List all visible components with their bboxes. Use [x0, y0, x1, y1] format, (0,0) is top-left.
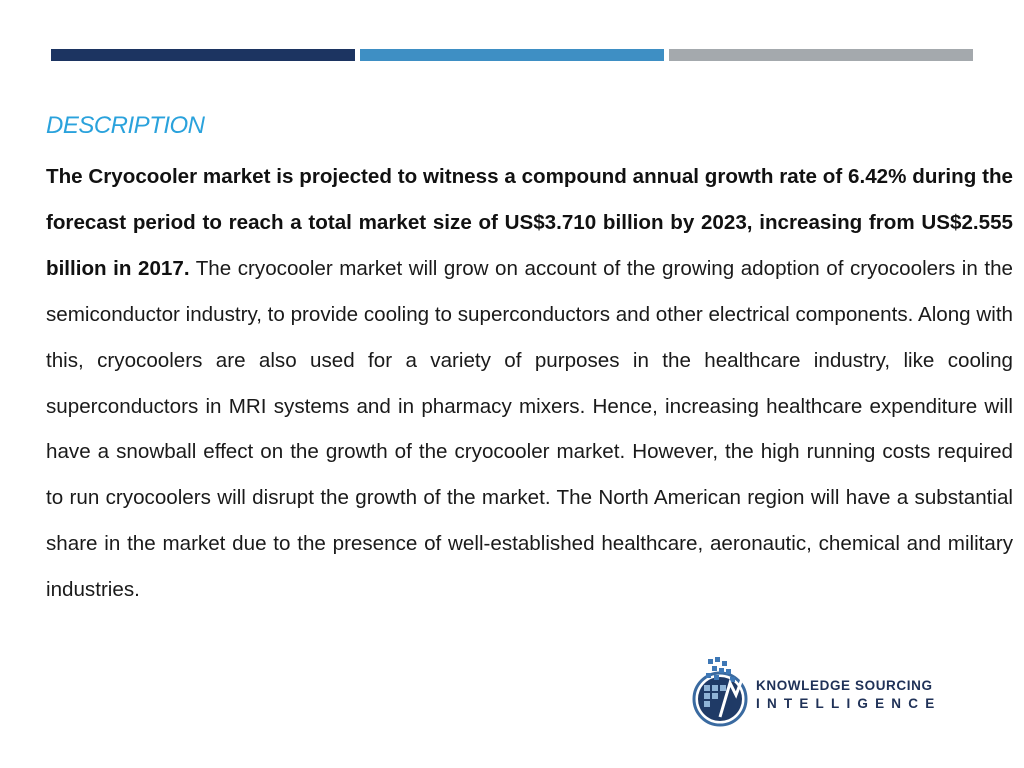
decoration-bar-dark: [51, 49, 355, 61]
description-body: The cryocooler market will grow on account of the growing adoption of cryocoolers in the semiconductor industry, to provide cooling to superconductors and other electrical components. Along with this, cryocoolers are also used for a variety of purposes in the healthcare industry, like cooling superconductors in MRI systems and in pharmacy mixers. Hence, increasing healthcare expenditure will have a snowball effect on the growth of the cryocooler market. However, the high running costs required to run cryocoolers will disrupt the growth of the market. The North American region will have a substantial share in the market due to the presence of well-established healthcare, aeronautic, chemical and military industries.: [46, 256, 1014, 602]
description-bold-lead: The Cryocooler market is projected to witness a compound annual growth rate of 6.42% during the forecast period to reach a total market size of US$3.710 billion by 2023, increasing from US$2.555 billion in 2017.: [46, 165, 1013, 280]
decoration-bar-gray: [669, 49, 973, 61]
header-decoration-bars: [51, 49, 973, 61]
logo-text-line1: KNOWLEDGE SOURCING: [756, 678, 933, 693]
decoration-bar-blue: [360, 49, 664, 61]
globe-grid-icon: [690, 655, 752, 727]
logo-text-line2: INTELLIGENCE: [756, 696, 942, 711]
company-logo: [690, 655, 942, 730]
section-heading: DESCRIPTION: [46, 112, 205, 139]
description-paragraph: [46, 154, 1013, 613]
